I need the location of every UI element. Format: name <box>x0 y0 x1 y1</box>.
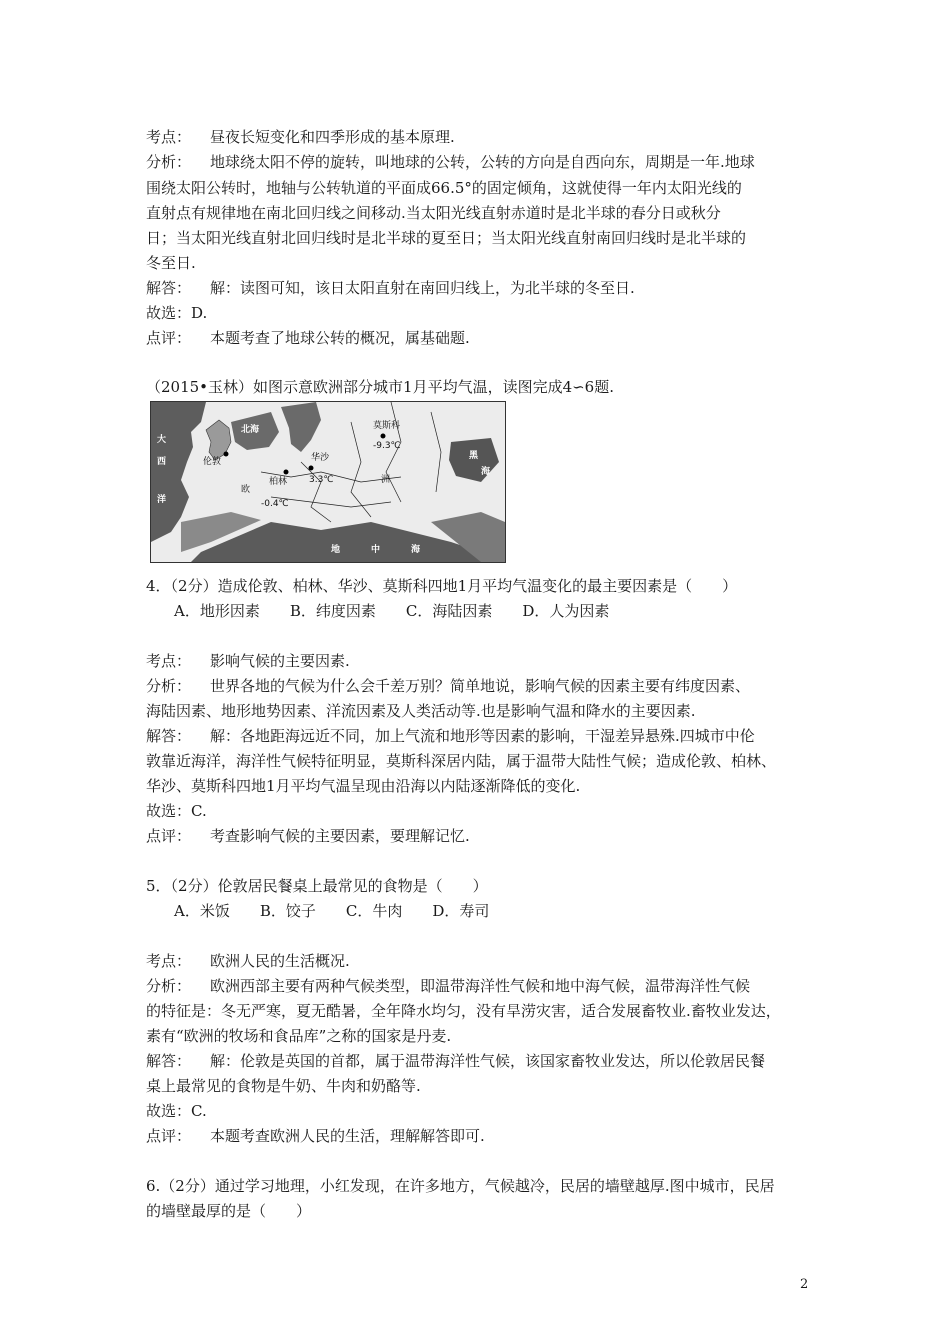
fenxi-label: 分析： <box>146 677 192 695</box>
q4-option-a[interactable]: A．地形因素 <box>174 602 260 620</box>
map-label-zhong: 中 <box>371 545 381 555</box>
dianping-text: 本题考查了地球公转的概况，属基础题. <box>210 329 470 347</box>
map-label-moscow-temp: -9.3℃ <box>373 441 401 451</box>
jieda-text: 解：各地距海远近不同，加上气流和地形等因素的影响，干湿差异悬殊.四城市中伦 <box>210 727 755 745</box>
q4-stem: 4．（2分）造成伦敦、柏林、华沙、莫斯科四地1月平均气温变化的最主要因素是（ ） <box>146 577 738 595</box>
q4-option-d[interactable]: D．人为因素 <box>522 602 610 620</box>
map-label-berlin: 柏林 <box>269 477 288 487</box>
dianping-text: 本题考查欧洲人民的生活，理解解答即可. <box>210 1127 485 1145</box>
kaodian-text: 欧洲人民的生活概况. <box>210 952 350 970</box>
q5-option-c[interactable]: C．牛肉 <box>345 902 403 920</box>
q3-fenxi-line-2: 围绕太阳公转时，地轴与公转轨道的平面成66.5°的固定倾角，这就使得一年内太阳光线的 <box>146 179 742 197</box>
q4-option-c[interactable]: C．海陆因素 <box>405 602 493 620</box>
map-label-di: 地 <box>331 545 341 555</box>
q3-fenxi-line-3: 直射点有规律地在南北回归线之间移动.当太阳光线直射赤道时是北半球的春分日或秋分 <box>146 204 721 222</box>
kaodian-label: 考点： <box>146 652 192 670</box>
q5-option-a[interactable]: A．米饭 <box>174 902 230 920</box>
map-label-hei: 黑 <box>469 451 479 461</box>
q4-answer: 故选：C. <box>146 802 207 820</box>
q4-fenxi-line-2: 海陆因素、地形地势因素、洋流因素及人类活动等.也是影响气温和降水的主要因素. <box>146 702 696 720</box>
q4-jieda-line-1 <box>146 726 816 746</box>
q4-kaodian <box>146 651 816 671</box>
fenxi-label: 分析： <box>146 153 192 171</box>
berlin-dot <box>284 470 289 475</box>
q3-answer: 故选：D. <box>146 304 208 322</box>
q4-fenxi-line-1 <box>146 676 816 696</box>
london-dot <box>224 452 229 457</box>
q3-kaodian <box>146 127 816 147</box>
map-label-xi: 西 <box>157 457 167 467</box>
q5-dianping <box>146 1126 816 1146</box>
q5-answer: 故选：C. <box>146 1102 207 1120</box>
map-label-berlin-temp: -0.4℃ <box>261 499 289 509</box>
kaodian-label: 考点： <box>146 128 192 146</box>
map-label-zhou: 洲 <box>381 475 391 485</box>
q6-stem-line-2: 的墙壁最厚的是（ ） <box>146 1202 312 1220</box>
dianping-label: 点评： <box>146 827 192 845</box>
q5-jieda-line-2: 桌上最常见的食物是牛奶、牛肉和奶酪等. <box>146 1077 421 1095</box>
q5-option-b[interactable]: B．饺子 <box>259 902 316 920</box>
map-label-yang: 洋 <box>157 495 167 505</box>
kaodian-label: 考点： <box>146 952 192 970</box>
q5-jieda-line-1 <box>146 1051 816 1071</box>
map-label-hai: 海 <box>481 467 491 477</box>
dianping-label: 点评： <box>146 1127 192 1145</box>
fenxi-text: 地球绕太阳不停的旋转，叫地球的公转，公转的方向是自西向东，周期是一年.地球 <box>210 153 755 171</box>
map-svg <box>151 402 505 562</box>
fenxi-text: 欧洲西部主要有两种气候类型，即温带海洋性气候和地中海气候，温带海洋性气候 <box>210 977 751 995</box>
q3-dianping <box>146 328 816 348</box>
q3-fenxi-line-4: 日；当太阳光线直射北回归线时是北半球的夏至日；当太阳光线直射南回归线时是北半球的 <box>146 229 747 247</box>
kaodian-text: 影响气候的主要因素. <box>210 652 350 670</box>
jieda-label: 解答： <box>146 727 192 745</box>
map-label-london: 伦敦 <box>203 457 222 467</box>
q3-fenxi-line-1 <box>146 152 816 172</box>
q4-option-b[interactable]: B．纬度因素 <box>289 602 376 620</box>
q4-options <box>146 601 844 621</box>
map-label-moscow: 莫斯科 <box>373 421 401 431</box>
q4-jieda-line-3: 华沙、莫斯科四地1月平均气温呈现由沿海以内陆逐渐降低的变化. <box>146 777 581 795</box>
q4-dianping <box>146 826 816 846</box>
fenxi-text: 世界各地的气候为什么会千差万别？简单地说，影响气候的因素主要有纬度因素、 <box>210 677 751 695</box>
kaodian-text: 昼夜长短变化和四季形成的基本原理. <box>210 128 455 146</box>
map-label-beihai: 北海 <box>241 425 260 435</box>
q5-options <box>146 901 844 921</box>
map-label-warsaw: 华沙 <box>311 453 330 463</box>
q5-stem: 5．（2分）伦敦居民餐桌上最常见的食物是（ ） <box>146 877 488 895</box>
q5-fenxi-line-2: 的特征是：冬无严寒，夏无酷暑，全年降水均匀，没有旱涝灾害，适合发展畜牧业.畜牧业发达， <box>146 1002 781 1020</box>
section-intro: （2015•玉林）如图示意欧洲部分城市1月平均气温，读图完成4∽6题. <box>146 378 614 396</box>
jieda-text: 解：伦敦是英国的首都，属于温带海洋性气候，该国家畜牧业发达，所以伦敦居民餐 <box>210 1052 766 1070</box>
q3-jieda <box>146 278 816 298</box>
map-label-da: 大 <box>157 435 167 445</box>
page-number: 2 <box>800 1277 809 1292</box>
map-label-warsaw-temp: 3.3℃ <box>309 475 334 485</box>
q5-kaodian <box>146 951 816 971</box>
europe-temperature-map <box>150 401 506 563</box>
dianping-text: 考查影响气候的主要因素，要理解记忆. <box>210 827 470 845</box>
jieda-label: 解答： <box>146 279 192 297</box>
q4-jieda-line-2: 敦靠近海洋，海洋性气候特征明显，莫斯科深居内陆，属于温带大陆性气候；造成伦敦、柏林、 <box>146 752 777 770</box>
q3-fenxi-line-5: 冬至日. <box>146 254 196 272</box>
jieda-label: 解答： <box>146 1052 192 1070</box>
q6-stem-line-1: 6.（2分）通过学习地理，小红发现，在许多地方，气候越冷，民居的墙壁越厚.图中城市，民居 <box>146 1177 775 1195</box>
map-label-hai2: 海 <box>411 545 421 555</box>
fenxi-label: 分析： <box>146 977 192 995</box>
q5-fenxi-line-1 <box>146 976 816 996</box>
jieda-text: 解：读图可知，该日太阳直射在南回归线上，为北半球的冬至日. <box>210 279 635 297</box>
warsaw-dot <box>309 466 314 471</box>
q5-option-d[interactable]: D．寿司 <box>432 902 490 920</box>
map-label-ou: 欧 <box>241 485 251 495</box>
dianping-label: 点评： <box>146 329 192 347</box>
moscow-dot <box>381 434 386 439</box>
q5-fenxi-line-3: 素有“欧洲的牧场和食品库”之称的国家是丹麦. <box>146 1027 452 1045</box>
